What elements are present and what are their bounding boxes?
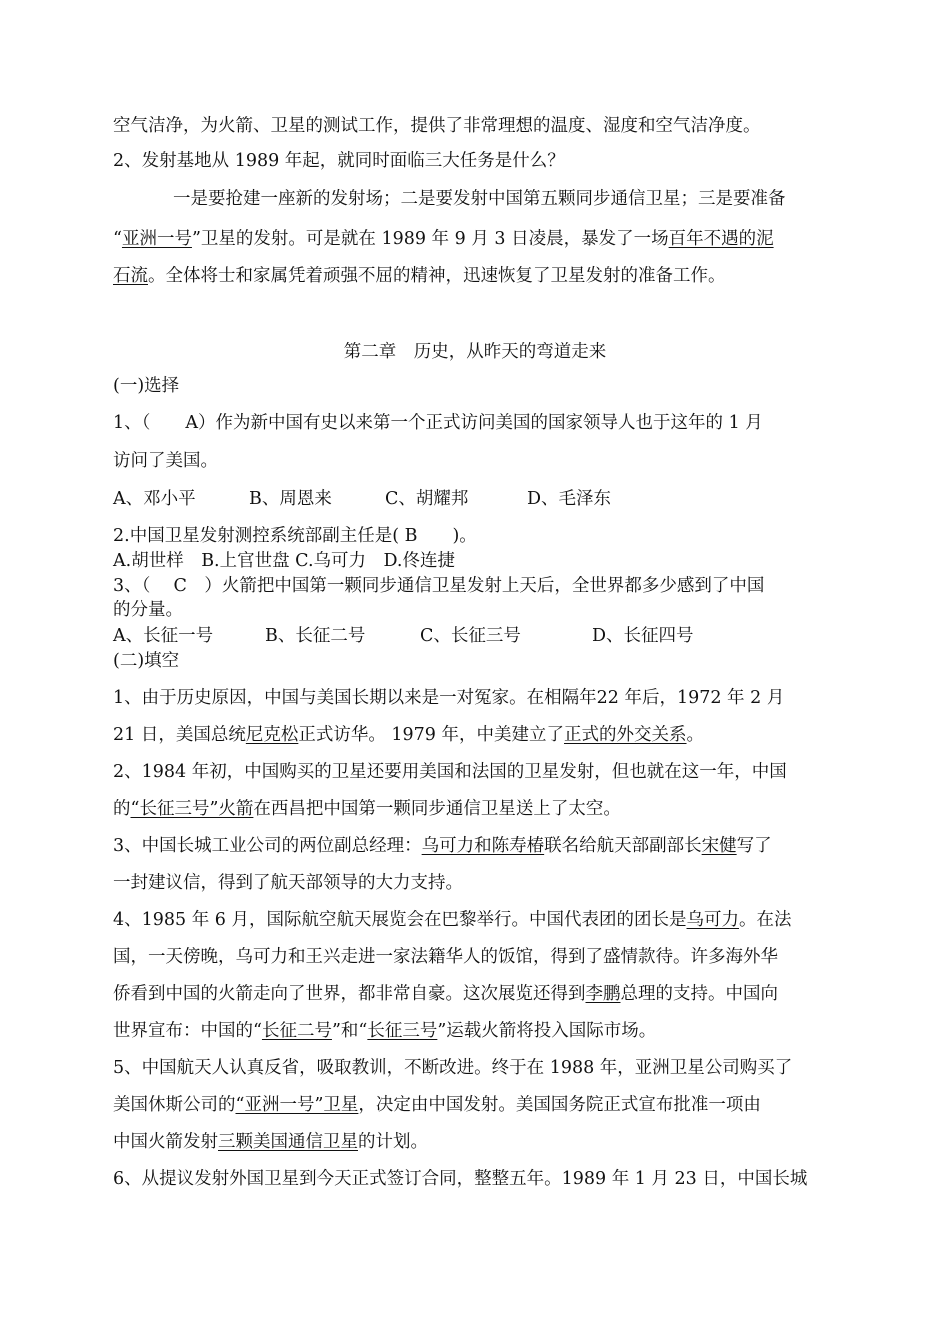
text: 的 [113, 799, 131, 819]
fill-5-line-1: 5、中国航天人认真反省，吸取教训，不断改进。终于在 1988 年，亚洲卫星公司购买了 [113, 1058, 793, 1078]
text: 。 [686, 725, 705, 745]
option-a: A、邓小平 [113, 489, 196, 509]
section-1-heading: (一)选择 [113, 376, 180, 396]
choice-question-3-line-1: 3、（ C ）火箭把中国第一颗同步通信卫星发射上天后，全世界都多少感到了中国 [113, 576, 765, 596]
fill-2-line-1: 2、1984 年初，中国购买的卫星还要用美国和法国的卫星发射，但也就在这一年，中国 [113, 762, 787, 782]
fill-1-line-1: 1、由于历史原因，中国与美国长期以来是一对冤家。在相隔年22 年后，1972 年 2 月 [113, 688, 785, 708]
text: 写了 [736, 836, 772, 856]
option-d: D、长征四号 [592, 626, 694, 646]
text: 的计划。 [358, 1132, 428, 1152]
text: 21 日，美国总统 [113, 725, 246, 745]
choice-question-3-options [113, 624, 694, 648]
choice-question-3-line-2: 的分量。 [113, 600, 183, 620]
fill-5-line-2 [113, 1093, 761, 1117]
answer-2-underline-mudslide: 百年不遇的泥 [668, 229, 774, 249]
fill-3-line-1 [113, 834, 772, 858]
fill-4-line-3 [113, 982, 778, 1006]
text: 侨看到中国的火箭走向了世界，都非常自豪。这次展览还得到 [113, 984, 586, 1004]
answer-2-underline-asia-1: 亚洲一号 [121, 229, 192, 249]
fill-4-line-2: 国，一天傍晚，乌可力和王兴走进一家法籍华人的饭馆，得到了盛情款待。许多海外华 [113, 947, 778, 967]
option-c: C、胡耀邦 [385, 489, 469, 509]
choice-question-2-line: 2.中国卫星发射测控系统部副主任是( B )。 [113, 526, 477, 546]
text: 中国火箭发射 [113, 1132, 218, 1152]
answer-2-quote-open: “ [113, 229, 122, 249]
text: ，决定由中国发射。美国国务院正式宣布批准一项由 [358, 1095, 761, 1115]
fill-5-line-3 [113, 1130, 428, 1154]
fill-1-line-2 [113, 723, 704, 747]
text: ”和“ [331, 1021, 368, 1041]
text: 正式访华。 1979 年，中美建立了 [298, 725, 565, 745]
choice-question-1-options [113, 487, 611, 511]
answer-long-march-3: “长征三号”火箭 [130, 799, 254, 819]
fill-3-line-2: 一封建议信，得到了航天部领导的大力支持。 [113, 873, 463, 893]
choice-question-2-options: A.胡世样 B.上官世盘 C.乌可力 D.佟连捷 [113, 551, 455, 571]
text: 总理的支持。中国向 [620, 984, 778, 1004]
answer-2-line-3 [113, 264, 726, 288]
answer-diplomatic-relations: 正式的外交关系 [564, 725, 687, 745]
chapter-title: 第二章 历史，从昨天的弯道走来 [343, 342, 607, 362]
answer-delegation-head: 乌可力 [686, 910, 739, 930]
text: ”运载火箭将投入国际市场。 [437, 1021, 657, 1041]
text: 美国休斯公司的 [113, 1095, 236, 1115]
answer-long-march-3: 长征三号 [367, 1021, 438, 1041]
choice-question-1-line-2: 访问了美国。 [113, 451, 218, 471]
option-c: C、长征三号 [420, 626, 521, 646]
option-d: D、毛泽东 [527, 489, 612, 509]
option-b: B、长征二号 [265, 626, 366, 646]
answer-song-jian: 宋健 [701, 836, 737, 856]
text: 在西昌把中国第一颗同步通信卫星送上了太空。 [253, 799, 621, 819]
section-2-heading: (二)填空 [113, 651, 180, 671]
fill-6-line-1: 6、从提议发射外国卫星到今天正式签订合同，整整五年。1989 年 1 月 23 日，中国长城 [113, 1169, 808, 1189]
fill-4-line-1 [113, 908, 792, 932]
fill-4-line-4 [113, 1019, 656, 1043]
choice-question-1-line-1: 1、（ A）作为新中国有史以来第一个正式访问美国的国家领导人也于这年的 1 月 [113, 413, 763, 433]
option-a: A、长征一号 [113, 626, 214, 646]
text: 世界宣布：中国的“ [113, 1021, 262, 1041]
answer-li-peng: 李鹏 [585, 984, 621, 1004]
answer-2-rest: 。全体将士和家属凭着顽强不屈的精神，迅速恢复了卫星发射的准备工作。 [148, 266, 726, 286]
answer-nixon: 尼克松 [245, 725, 299, 745]
question-2-base: 2、发射基地从 1989 年起，就同时面临三大任务是什么？ [113, 151, 565, 171]
answer-2-middle-text: ”卫星的发射。可是就在 1989 年 9 月 3 日凌晨，暴发了一场 [191, 229, 669, 249]
text: 联名给航天部副部长 [544, 836, 702, 856]
text: 3、中国长城工业公司的两位副总经理： [113, 836, 422, 856]
answer-managers: 乌可力和陈寿椿 [421, 836, 545, 856]
intro-paragraph-line: 空气洁净，为火箭、卫星的测试工作，提供了非常理想的温度、湿度和空气洁净度。 [113, 116, 761, 136]
text: 4、1985 年 6 月，国际航空航天展览会在巴黎举行。中国代表团的团长是 [113, 910, 687, 930]
text: 。在法 [739, 910, 792, 930]
option-b: B、周恩来 [249, 489, 332, 509]
answer-2-line-2 [113, 227, 774, 251]
answer-asiasat-1: “亚洲一号”卫星 [235, 1095, 359, 1115]
answer-three-satellites: 三颗美国通信卫星 [218, 1132, 358, 1152]
answer-long-march-2: 长征二号 [261, 1021, 332, 1041]
answer-2-line-1: 一是要抢建一座新的发射场；二是要发射中国第五颗同步通信卫星；三是要准备 [173, 189, 786, 209]
answer-2-underline-mudslide-end: 石流 [113, 266, 148, 286]
fill-2-line-2 [113, 797, 621, 821]
